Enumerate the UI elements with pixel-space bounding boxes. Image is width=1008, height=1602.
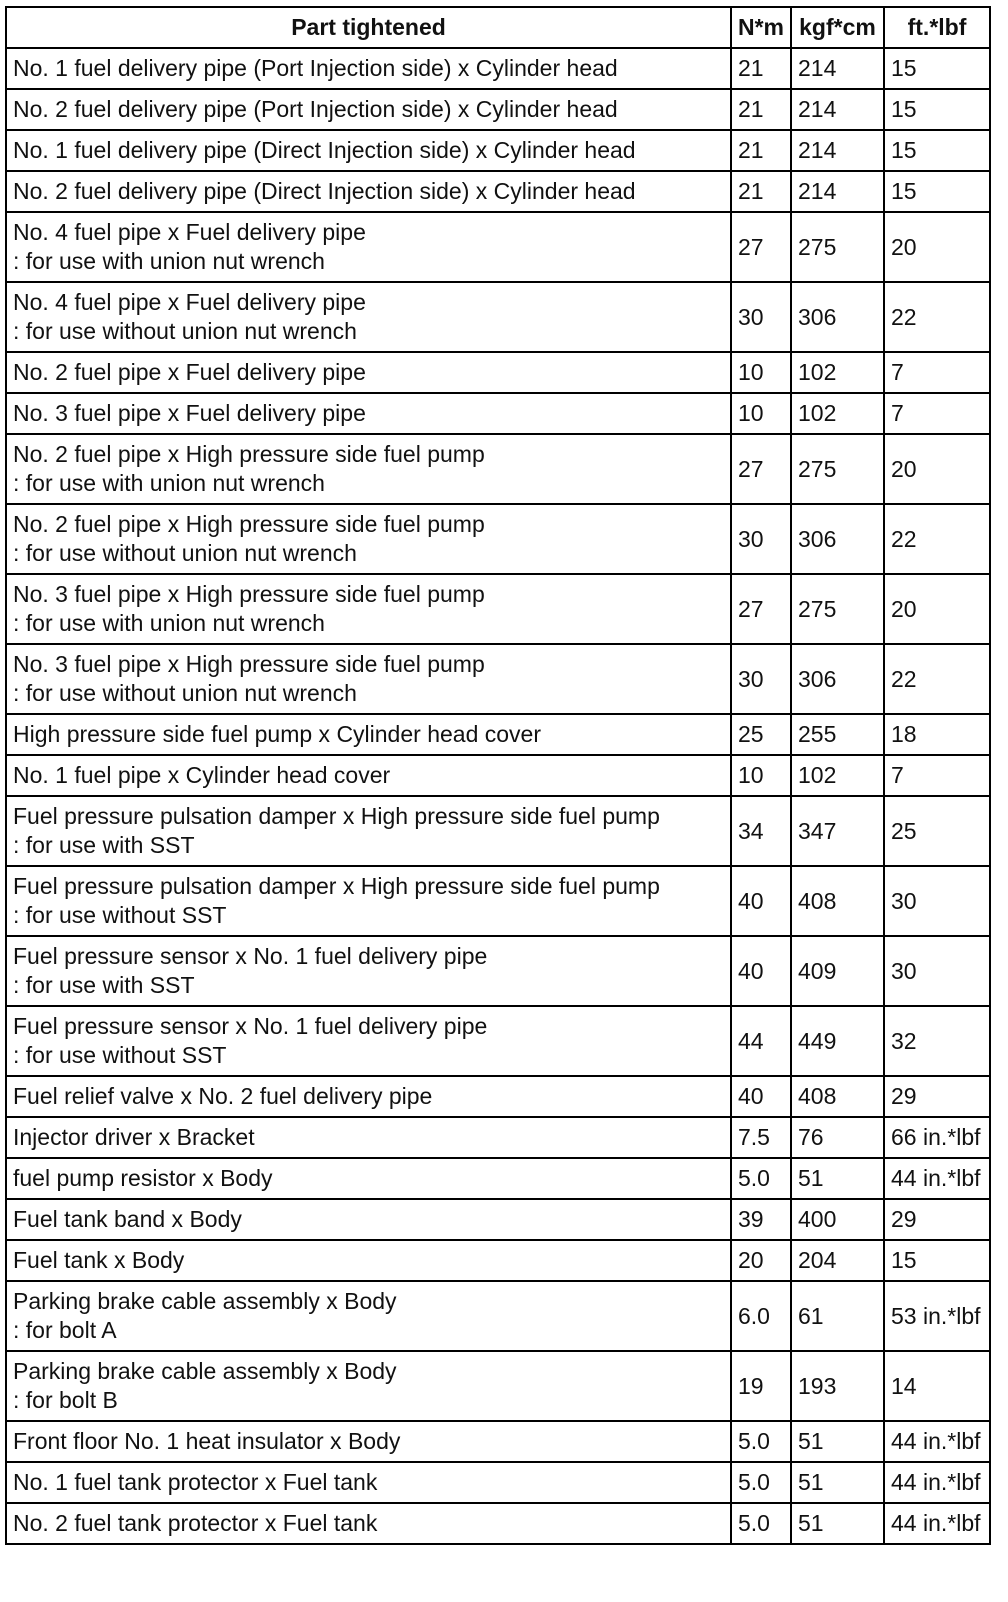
torque-ftlbf-cell: 7 xyxy=(884,393,990,434)
part-tightened-cell xyxy=(6,866,731,936)
torque-kgfcm-cell: 102 xyxy=(791,755,884,796)
part-name: Fuel pressure sensor x No. 1 fuel delivery pipe xyxy=(13,943,488,969)
torque-ftlbf-cell: 29 xyxy=(884,1199,990,1240)
torque-kgfcm-cell: 347 xyxy=(791,796,884,866)
table-row xyxy=(6,714,990,755)
torque-nm-cell: 21 xyxy=(731,89,791,130)
torque-nm-cell: 30 xyxy=(731,504,791,574)
torque-kgfcm-cell: 275 xyxy=(791,212,884,282)
table-row xyxy=(6,1351,990,1421)
table-row xyxy=(6,1421,990,1462)
header-ftlbf: ft.*lbf xyxy=(884,7,990,48)
table-row xyxy=(6,866,990,936)
table-row xyxy=(6,755,990,796)
part-tightened-cell xyxy=(6,644,731,714)
part-condition: : for use without union nut wrench xyxy=(13,540,357,566)
table-body xyxy=(6,48,990,1544)
header-kgfcm: kgf*cm xyxy=(791,7,884,48)
torque-ftlbf-cell: 32 xyxy=(884,1006,990,1076)
table-row xyxy=(6,1199,990,1240)
torque-ftlbf-cell: 44 in.*lbf xyxy=(884,1503,990,1544)
part-tightened-cell xyxy=(6,936,731,1006)
part-name: No. 2 fuel delivery pipe (Port Injection side) x Cylinder head xyxy=(13,96,618,122)
torque-nm-cell: 7.5 xyxy=(731,1117,791,1158)
part-name: No. 2 fuel tank protector x Fuel tank xyxy=(13,1510,378,1536)
torque-ftlbf-cell: 25 xyxy=(884,796,990,866)
part-name: Fuel pressure sensor x No. 1 fuel delivery pipe xyxy=(13,1013,488,1039)
torque-kgfcm-cell: 214 xyxy=(791,89,884,130)
table-row xyxy=(6,171,990,212)
torque-ftlbf-cell: 30 xyxy=(884,936,990,1006)
part-name: No. 2 fuel delivery pipe (Direct Injection side) x Cylinder head xyxy=(13,178,636,204)
part-tightened-cell xyxy=(6,1281,731,1351)
torque-nm-cell: 10 xyxy=(731,352,791,393)
part-name: Parking brake cable assembly x Body xyxy=(13,1288,397,1314)
torque-ftlbf-cell: 30 xyxy=(884,866,990,936)
torque-nm-cell: 10 xyxy=(731,755,791,796)
torque-ftlbf-cell: 66 in.*lbf xyxy=(884,1117,990,1158)
part-name: No. 2 fuel pipe x Fuel delivery pipe xyxy=(13,359,366,385)
table-row xyxy=(6,89,990,130)
torque-nm-cell: 20 xyxy=(731,1240,791,1281)
table-row xyxy=(6,1240,990,1281)
part-name: Front floor No. 1 heat insulator x Body xyxy=(13,1428,401,1454)
header-part-tightened: Part tightened xyxy=(6,7,731,48)
table-header-row xyxy=(6,7,990,48)
part-tightened-cell xyxy=(6,1462,731,1503)
torque-nm-cell: 5.0 xyxy=(731,1158,791,1199)
torque-nm-cell: 27 xyxy=(731,212,791,282)
torque-ftlbf-cell: 18 xyxy=(884,714,990,755)
table-row xyxy=(6,1158,990,1199)
table-row xyxy=(6,1117,990,1158)
torque-nm-cell: 5.0 xyxy=(731,1421,791,1462)
torque-kgfcm-cell: 102 xyxy=(791,393,884,434)
table-row xyxy=(6,504,990,574)
torque-kgfcm-cell: 76 xyxy=(791,1117,884,1158)
torque-ftlbf-cell: 22 xyxy=(884,282,990,352)
torque-nm-cell: 21 xyxy=(731,48,791,89)
torque-kgfcm-cell: 275 xyxy=(791,574,884,644)
part-name: fuel pump resistor x Body xyxy=(13,1165,273,1191)
torque-kgfcm-cell: 204 xyxy=(791,1240,884,1281)
part-tightened-cell xyxy=(6,212,731,282)
torque-nm-cell: 21 xyxy=(731,171,791,212)
torque-nm-cell: 6.0 xyxy=(731,1281,791,1351)
part-condition: : for use with SST xyxy=(13,832,195,858)
torque-kgfcm-cell: 400 xyxy=(791,1199,884,1240)
part-name: No. 2 fuel pipe x High pressure side fuel pump xyxy=(13,511,485,537)
table-row xyxy=(6,434,990,504)
torque-nm-cell: 39 xyxy=(731,1199,791,1240)
torque-ftlbf-cell: 20 xyxy=(884,434,990,504)
torque-kgfcm-cell: 275 xyxy=(791,434,884,504)
part-name: High pressure side fuel pump x Cylinder head cover xyxy=(13,721,541,747)
torque-ftlbf-cell: 20 xyxy=(884,574,990,644)
table-row xyxy=(6,1076,990,1117)
part-tightened-cell xyxy=(6,282,731,352)
part-name: No. 3 fuel pipe x High pressure side fuel pump xyxy=(13,651,485,677)
part-condition: : for use without SST xyxy=(13,902,227,928)
torque-ftlbf-cell: 15 xyxy=(884,48,990,89)
part-tightened-cell xyxy=(6,796,731,866)
torque-nm-cell: 40 xyxy=(731,936,791,1006)
table-row xyxy=(6,574,990,644)
part-tightened-cell xyxy=(6,1503,731,1544)
part-tightened-cell xyxy=(6,714,731,755)
torque-ftlbf-cell: 7 xyxy=(884,352,990,393)
torque-kgfcm-cell: 409 xyxy=(791,936,884,1006)
torque-kgfcm-cell: 449 xyxy=(791,1006,884,1076)
torque-ftlbf-cell: 14 xyxy=(884,1351,990,1421)
torque-kgfcm-cell: 214 xyxy=(791,130,884,171)
part-tightened-cell xyxy=(6,434,731,504)
torque-nm-cell: 5.0 xyxy=(731,1503,791,1544)
torque-kgfcm-cell: 193 xyxy=(791,1351,884,1421)
part-name: No. 1 fuel pipe x Cylinder head cover xyxy=(13,762,391,788)
part-tightened-cell xyxy=(6,504,731,574)
torque-nm-cell: 30 xyxy=(731,282,791,352)
part-tightened-cell xyxy=(6,755,731,796)
part-name: Fuel pressure pulsation damper x High pressure side fuel pump xyxy=(13,873,660,899)
torque-kgfcm-cell: 306 xyxy=(791,282,884,352)
torque-nm-cell: 40 xyxy=(731,866,791,936)
part-name: No. 2 fuel pipe x High pressure side fuel pump xyxy=(13,441,485,467)
torque-kgfcm-cell: 102 xyxy=(791,352,884,393)
part-name: No. 1 fuel delivery pipe (Direct Injection side) x Cylinder head xyxy=(13,137,636,163)
part-name: No. 1 fuel tank protector x Fuel tank xyxy=(13,1469,378,1495)
part-condition: : for use without union nut wrench xyxy=(13,318,357,344)
part-name: No. 4 fuel pipe x Fuel delivery pipe xyxy=(13,219,366,245)
torque-nm-cell: 25 xyxy=(731,714,791,755)
part-condition: : for use without SST xyxy=(13,1042,227,1068)
table-row xyxy=(6,282,990,352)
torque-ftlbf-cell: 44 in.*lbf xyxy=(884,1421,990,1462)
torque-ftlbf-cell: 20 xyxy=(884,212,990,282)
table-row xyxy=(6,796,990,866)
torque-ftlbf-cell: 53 in.*lbf xyxy=(884,1281,990,1351)
torque-kgfcm-cell: 408 xyxy=(791,1076,884,1117)
torque-ftlbf-cell: 15 xyxy=(884,171,990,212)
table-row xyxy=(6,352,990,393)
header-nm: N*m xyxy=(731,7,791,48)
part-tightened-cell xyxy=(6,1421,731,1462)
part-tightened-cell xyxy=(6,1351,731,1421)
torque-kgfcm-cell: 214 xyxy=(791,171,884,212)
part-tightened-cell xyxy=(6,1117,731,1158)
torque-ftlbf-cell: 44 in.*lbf xyxy=(884,1462,990,1503)
part-tightened-cell xyxy=(6,1006,731,1076)
torque-nm-cell: 34 xyxy=(731,796,791,866)
table-row xyxy=(6,1281,990,1351)
table-row xyxy=(6,1006,990,1076)
part-condition: : for use with SST xyxy=(13,972,195,998)
table-row xyxy=(6,393,990,434)
torque-spec-table xyxy=(5,6,991,1545)
part-name: No. 3 fuel pipe x High pressure side fuel pump xyxy=(13,581,485,607)
part-condition: : for bolt B xyxy=(13,1387,118,1413)
part-condition: : for use with union nut wrench xyxy=(13,470,325,496)
torque-ftlbf-cell: 15 xyxy=(884,1240,990,1281)
torque-nm-cell: 5.0 xyxy=(731,1462,791,1503)
torque-nm-cell: 27 xyxy=(731,574,791,644)
torque-kgfcm-cell: 61 xyxy=(791,1281,884,1351)
torque-kgfcm-cell: 408 xyxy=(791,866,884,936)
part-name: Fuel tank x Body xyxy=(13,1247,185,1273)
torque-nm-cell: 44 xyxy=(731,1006,791,1076)
torque-kgfcm-cell: 255 xyxy=(791,714,884,755)
part-name: No. 1 fuel delivery pipe (Port Injection side) x Cylinder head xyxy=(13,55,618,81)
torque-ftlbf-cell: 44 in.*lbf xyxy=(884,1158,990,1199)
part-tightened-cell xyxy=(6,574,731,644)
table-row xyxy=(6,644,990,714)
part-name: Fuel relief valve x No. 2 fuel delivery pipe xyxy=(13,1083,433,1109)
torque-nm-cell: 19 xyxy=(731,1351,791,1421)
part-condition: : for use with union nut wrench xyxy=(13,610,325,636)
part-tightened-cell xyxy=(6,130,731,171)
torque-nm-cell: 21 xyxy=(731,130,791,171)
torque-ftlbf-cell: 15 xyxy=(884,89,990,130)
torque-nm-cell: 40 xyxy=(731,1076,791,1117)
torque-kgfcm-cell: 51 xyxy=(791,1503,884,1544)
part-name: Parking brake cable assembly x Body xyxy=(13,1358,397,1384)
torque-ftlbf-cell: 22 xyxy=(884,644,990,714)
part-tightened-cell xyxy=(6,89,731,130)
torque-ftlbf-cell: 29 xyxy=(884,1076,990,1117)
torque-nm-cell: 27 xyxy=(731,434,791,504)
torque-kgfcm-cell: 214 xyxy=(791,48,884,89)
torque-ftlbf-cell: 15 xyxy=(884,130,990,171)
part-condition: : for use without union nut wrench xyxy=(13,680,357,706)
torque-kgfcm-cell: 51 xyxy=(791,1462,884,1503)
part-name: Fuel tank band x Body xyxy=(13,1206,242,1232)
part-name: Fuel pressure pulsation damper x High pressure side fuel pump xyxy=(13,803,660,829)
part-name: Injector driver x Bracket xyxy=(13,1124,255,1150)
part-condition: : for bolt A xyxy=(13,1317,117,1343)
part-tightened-cell xyxy=(6,1199,731,1240)
part-tightened-cell xyxy=(6,171,731,212)
torque-nm-cell: 10 xyxy=(731,393,791,434)
part-condition: : for use with union nut wrench xyxy=(13,248,325,274)
table-row xyxy=(6,130,990,171)
part-tightened-cell xyxy=(6,1158,731,1199)
part-tightened-cell xyxy=(6,1076,731,1117)
torque-nm-cell: 30 xyxy=(731,644,791,714)
table-row xyxy=(6,212,990,282)
torque-kgfcm-cell: 306 xyxy=(791,504,884,574)
torque-ftlbf-cell: 22 xyxy=(884,504,990,574)
torque-ftlbf-cell: 7 xyxy=(884,755,990,796)
torque-kgfcm-cell: 51 xyxy=(791,1421,884,1462)
part-name: No. 4 fuel pipe x Fuel delivery pipe xyxy=(13,289,366,315)
part-name: No. 3 fuel pipe x Fuel delivery pipe xyxy=(13,400,366,426)
torque-kgfcm-cell: 51 xyxy=(791,1158,884,1199)
table-row xyxy=(6,936,990,1006)
table-row xyxy=(6,48,990,89)
table-row xyxy=(6,1503,990,1544)
part-tightened-cell xyxy=(6,352,731,393)
part-tightened-cell xyxy=(6,1240,731,1281)
table-row xyxy=(6,1462,990,1503)
part-tightened-cell xyxy=(6,393,731,434)
part-tightened-cell xyxy=(6,48,731,89)
torque-kgfcm-cell: 306 xyxy=(791,644,884,714)
